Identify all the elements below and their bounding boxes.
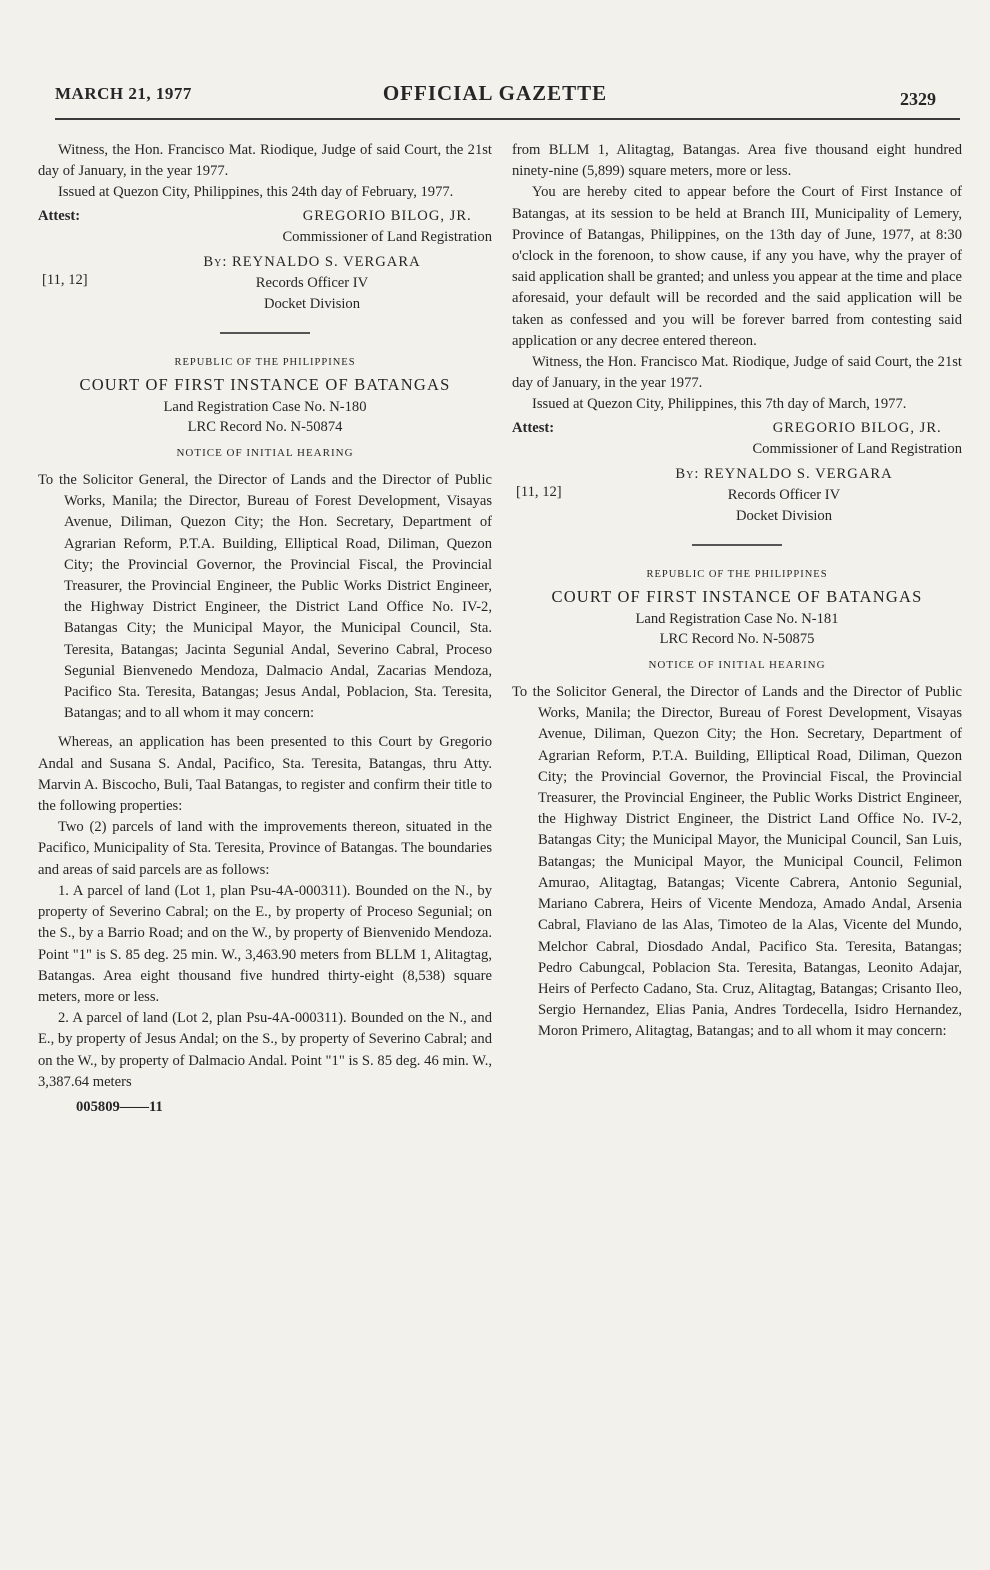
notice-heading: NOTICE OF INITIAL HEARING (648, 658, 826, 671)
attest-block (38, 206, 492, 248)
lrc-record-number: LRC Record No. N-50874 (187, 418, 343, 435)
republic-heading: REPUBLIC OF THE PHILIPPINES (646, 568, 828, 580)
right-column (512, 140, 962, 1043)
commissioner-name: GREGORIO BILOG, JR. (302, 207, 472, 224)
commissioner-signature (282, 206, 492, 248)
court-heading: COURT OF FIRST INSTANCE OF BATANGAS (79, 374, 451, 394)
addressees-paragraph: To the Solicitor General, the Director of Lands and the Director of Public Works, Manila; the Director, Bureau of Forest Development, Visayas Avenue, Diliman, Quezon City; the Hon. Secretary, Department of Agrarian Reform, P.T.A. Building, Elliptical Road, Diliman, Quezon City; the Provincial Governor, the Provincial Fiscal, the Provincial Treasurer, the Provincial Engineer, the Public Works District Engineer, the Highway District Engineer, the District Land Office No. IV-2, Batangas City; the Municipal Mayor, the Municipal Council, Sta. Teresita, Batangas; Jacinta Segunial Andal, Severino Cabral, Proceso Segunial Bienvenedo Mendoza, Dalmacio Andal, Zacarias Mendoza, Pacifico Sta. Teresita, Batangas; Jesus Andal, Poblacion, Sta. Teresita, Batangas; and to all whom it may concern: (38, 472, 492, 722)
section-divider (692, 544, 782, 546)
records-officer-title: Records Officer IV (727, 487, 841, 504)
division-name: Docket Division (735, 508, 833, 525)
issued-paragraph: Issued at Quezon City, Philippines, this 7th day of March, 1977. (532, 396, 907, 413)
by-block (38, 252, 492, 316)
records-officer-signature (132, 252, 492, 316)
parcels-paragraph: Two (2) parcels of land with the improvements thereon, situated in the Pacifico, Municipality of Sta. Teresita, Province of Batangas. The boundaries and areas of said parcels are as follows: (38, 819, 492, 878)
witness-paragraph: Witness, the Hon. Francisco Mat. Riodique, Judge of said Court, the 21st day of January, in the year 1977. (38, 142, 492, 180)
records-officer-signature (606, 464, 962, 528)
cited-paragraph: You are hereby cited to appear before the Court of First Instance of Batangas, at its session to be held at Branch III, Municipality of Lemery, Province of Batangas, Philippines, on the 13th day of June, 1977, at 8:30 o'clock in the forenoon, to show cause, if any you have, why the prayer of said application shall be granted; and unless you appear at the time and place aforesaid, your default will be recorded and the said application will be taken as confessed and you will be forever barred from contesting said application or any decree entered thereon. (512, 184, 962, 349)
lrc-record-number: LRC Record No. N-50875 (659, 630, 815, 647)
commissioner-signature (752, 418, 962, 460)
attest-label: Attest: (38, 207, 81, 224)
records-officer-name: By: REYNALDO S. VERGARA (675, 466, 893, 483)
reference-number: [11, 12] (42, 272, 88, 289)
continued-paragraph: from BLLM 1, Alitagtag, Batangas. Area five thousand eight hundred ninety-nine (5,899) square meters, more or less. (512, 142, 962, 180)
witness-paragraph: Witness, the Hon. Francisco Mat. Riodique, Judge of said Court, the 21st day of January, in the year 1977. (512, 354, 962, 392)
whereas-paragraph: Whereas, an application has been presented to this Court by Gregorio Andal and Susana S. Andal, Pacifico, Sta. Teresita, Batangas, thru Atty. Marvin A. Biscocho, Buli, Taal Batangas, to register and confirm their title to the following properties: (38, 734, 492, 815)
republic-heading: REPUBLIC OF THE PHILIPPINES (174, 356, 356, 368)
court-heading: COURT OF FIRST INSTANCE OF BATANGAS (551, 586, 923, 606)
left-column (38, 140, 492, 1118)
commissioner-name: GREGORIO BILOG, JR. (772, 419, 942, 436)
records-officer-title: Records Officer IV (255, 275, 369, 292)
page-number: 2329 (900, 89, 936, 109)
header-rule (55, 118, 960, 120)
print-code: 005809——11 (76, 1098, 163, 1115)
parcel-2-paragraph: 2. A parcel of land (Lot 2, plan Psu-4A-000311). Bounded on the N., and E., by property of Jesus Andal; on the S., by property of Severino Cabral; and on the W., by property of Dalmacio Andal. Point "1" is S. 85 deg. 46 min. W., 3,387.64 meters (38, 1010, 492, 1090)
commissioner-title: Commissioner of Land Registration (282, 228, 492, 245)
division-name: Docket Division (263, 296, 361, 313)
section-divider (220, 332, 310, 334)
records-officer-name: By: REYNALDO S. VERGARA (203, 254, 421, 271)
publication-title: OFFICIAL GAZETTE (382, 81, 608, 105)
issue-date: MARCH 21, 1977 (55, 84, 192, 103)
case-number: Land Registration Case No. N-181 (635, 610, 839, 627)
reference-number: [11, 12] (516, 484, 562, 501)
notice-heading: NOTICE OF INITIAL HEARING (176, 446, 354, 459)
case-number: Land Registration Case No. N-180 (163, 398, 367, 415)
parcel-1-paragraph: 1. A parcel of land (Lot 1, plan Psu-4A-000311). Bounded on the N., by property of Severino Cabral; on the E., by property of Proceso Segunial; on the S., by a Barrio Road; and on the W., by property of Bienvenido Mendoza. Point "1" is S. 85 deg. 25 min. W., 3,463.90 meters from BLLM 1, Alitagtag, Batangas. Area eight thousand five hundred thirty-eight (8,538) square meters, more or less. (38, 882, 492, 1005)
issued-paragraph: Issued at Quezon City, Philippines, this 24th day of February, 1977. (58, 184, 454, 201)
commissioner-title: Commissioner of Land Registration (752, 440, 962, 457)
attest-label: Attest: (512, 419, 555, 436)
by-block (512, 464, 962, 528)
addressees-paragraph: To the Solicitor General, the Director of Lands and the Director of Public Works, Manila; the Director, Bureau of Forest Development, Visayas Avenue, Diliman, Quezon City; the Hon. Secretary, Department of Agrarian Reform, P.T.A. Building, Elliptical Road, Diliman, Quezon City; the Provincial Governor, the Provincial Fiscal, the Provincial Treasurer, the Provincial Engineer, the Public Works District Engineer, the Highway District Engineer, the District Land Office No. IV-2, Batangas City; the Municipal Mayor, the Municipal Council, San Luis, Batangas; the Municipal Mayor, the Municipal Council, Felimon Amurao, Alitagtag, Batangas; Vicente Cabrera, Antonio Segunial, Mariano Cabrera, Heirs of Vicente Mendoza, Amado Andal, Arsenia Cabral, Flaviano de las Alas, Timoteo de la Alas, Vicente del Mundo, Melchor Cabral, Diosdado Andal, Pacifico Sta. Teresita, Batangas; Pedro Cabungcal, Poblacion Sta. Teresita, Batangas, Leonito Adajar, Heirs of Perfecto Cadano, Sta. Cruz, Alitagtag, Batangas; Crisanto Ileo, Sergio Hernandez, Elias Pania, Andres Tordecella, Isidro Hernandez, Moron Primero, Alitagtag, Batangas; and to all whom it may concern: (512, 684, 962, 1040)
attest-block (512, 418, 962, 460)
